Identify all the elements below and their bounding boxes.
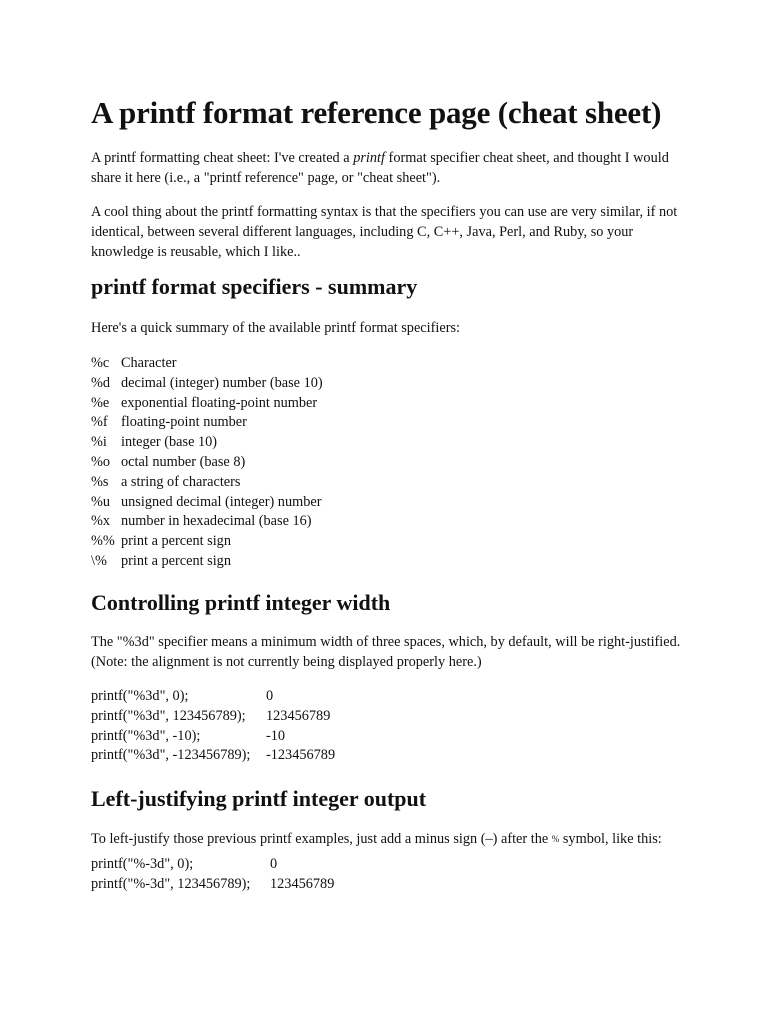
- specifier-code: %f: [91, 414, 108, 431]
- intro-paragraph-1: [91, 148, 681, 188]
- specifier-desc: print a percent sign: [121, 552, 231, 569]
- specifier-desc: floating-point number: [121, 414, 247, 431]
- minus-symbol: –: [485, 831, 493, 847]
- example-row: [91, 746, 681, 766]
- example-code: printf("%-3d", 0);: [91, 856, 194, 872]
- left-text-mid: ) after the: [492, 831, 552, 847]
- specifier-code: \%: [91, 552, 107, 569]
- specifier-list: [91, 354, 681, 572]
- specifier-row: [91, 552, 681, 572]
- example-output: 0: [270, 856, 278, 872]
- example-output: 0: [266, 688, 274, 704]
- specifier-desc: unsigned decimal (integer) number: [121, 493, 322, 510]
- specifier-row: [91, 413, 681, 433]
- left-justify-heading: Left-justifying printf integer output: [91, 786, 427, 811]
- example-code: printf("%3d", 0);: [91, 688, 189, 704]
- left-justify-examples: [91, 855, 681, 895]
- page-title: A printf format reference page (cheat sheet): [91, 95, 662, 130]
- example-output: -10: [266, 727, 286, 744]
- example-code: printf("%-3d", 123456789);: [91, 875, 251, 892]
- example-output: 123456789: [266, 707, 331, 724]
- specifier-row: [91, 512, 681, 532]
- specifier-code: %i: [91, 434, 107, 451]
- percent-symbol: %: [551, 834, 560, 844]
- specifier-desc: decimal (integer) number (base 10): [121, 374, 323, 391]
- specifier-desc: octal number (base 8): [121, 453, 246, 470]
- specifier-code: %c: [91, 355, 110, 371]
- specifier-code: %o: [91, 453, 111, 470]
- example-row: [91, 727, 681, 747]
- example-row: [91, 875, 681, 895]
- intro-text-before: A printf formatting cheat sheet: I've created a: [91, 150, 354, 166]
- intro-emphasis: printf: [353, 150, 385, 166]
- specifier-desc: Character: [121, 355, 177, 371]
- left-justify-paragraph: [91, 829, 681, 849]
- specifier-row: [91, 374, 681, 394]
- specifier-row: [91, 493, 681, 513]
- example-code: printf("%3d", -123456789);: [91, 747, 251, 764]
- example-row: [91, 707, 681, 727]
- specifier-desc: number in hexadecimal (base 16): [121, 513, 312, 530]
- example-output: -123456789: [266, 747, 336, 764]
- specifier-code: %e: [91, 394, 110, 411]
- example-code: printf("%3d", -10);: [91, 727, 201, 744]
- summary-intro: Here's a quick summary of the available printf format specifiers:: [91, 320, 460, 336]
- specifier-code: %%: [91, 533, 115, 550]
- specifier-code: %x: [91, 513, 111, 530]
- specifier-code: %d: [91, 374, 111, 391]
- example-row: [91, 687, 681, 707]
- width-heading: Controlling printf integer width: [91, 590, 391, 615]
- specifier-code: %u: [91, 493, 111, 510]
- example-output: 123456789: [270, 875, 335, 892]
- specifier-row: [91, 433, 681, 453]
- specifier-row: [91, 394, 681, 414]
- intro-paragraph-2: A cool thing about the printf formatting syntax is that the specifiers you can use are very similar, if not identical, between several different languages, including C, C++, Java, Perl, and Ruby, so your knowledge is reusable, which I like..: [91, 204, 678, 260]
- summary-heading: printf format specifiers - summary: [91, 274, 418, 299]
- specifier-row: [91, 453, 681, 473]
- specifier-desc: print a percent sign: [121, 533, 231, 550]
- specifier-row: [91, 473, 681, 493]
- specifier-code: %s: [91, 473, 109, 490]
- left-text-before: To left-justify those previous printf examples, just add a minus sign (: [91, 831, 486, 847]
- example-row: [91, 855, 681, 875]
- intro-text-after: format specifier cheat sheet, and thought I would share it here (i.e., a "printf reference" page, or "cheat sheet").: [91, 150, 669, 186]
- specifier-row: [91, 354, 681, 374]
- specifier-row: [91, 532, 681, 552]
- example-code: printf("%3d", 123456789);: [91, 707, 246, 724]
- width-paragraph: The "%3d" specifier means a minimum width of three spaces, which, by default, will be right-justified. (Note: the alignment is not currently being displayed properly here.): [91, 634, 681, 670]
- specifier-desc: integer (base 10): [121, 434, 218, 451]
- specifier-desc: exponential floating-point number: [121, 394, 318, 411]
- specifier-desc: a string of characters: [121, 473, 241, 490]
- left-text-after: symbol, like this:: [559, 831, 662, 847]
- width-examples: [91, 687, 681, 766]
